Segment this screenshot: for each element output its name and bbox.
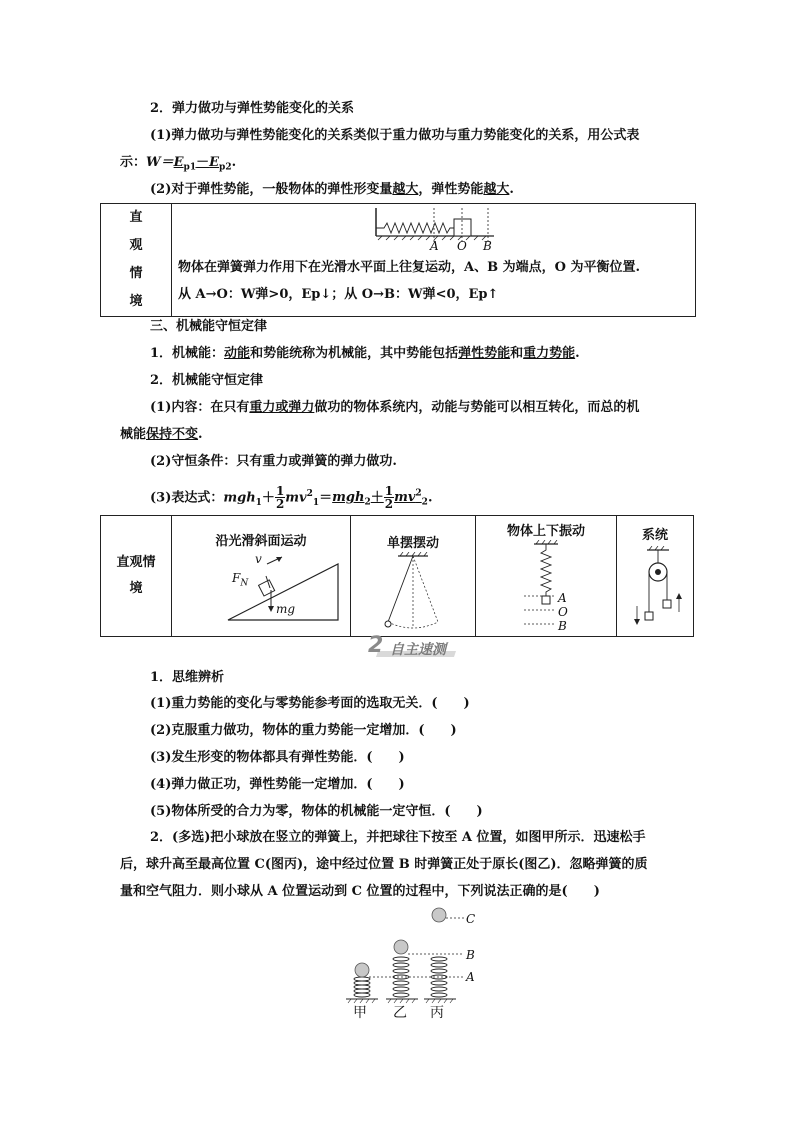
text: 做功的物体系统内，动能与势能可以相互转化，而总的机: [314, 400, 640, 415]
box-side-label: [101, 516, 172, 637]
cell-title: 物体上下振动: [506, 524, 585, 539]
text: 械能: [120, 427, 147, 442]
label-a: A: [430, 239, 439, 253]
quiz-item: (3)发生形变的物体都具有弹性势能．( ): [150, 750, 405, 765]
pulley-system-figure: [623, 546, 693, 630]
formula: mgh: [332, 490, 365, 506]
paragraph-line: (2)守恒条件：只有重力或弹簧的弹力做功.: [150, 454, 397, 469]
subscript: 2: [364, 497, 371, 508]
formula: mgh: [223, 490, 256, 506]
label-o: O: [457, 239, 467, 253]
text: (3)表达式：: [150, 490, 224, 506]
cell-title: 系统: [641, 528, 668, 543]
problem-line: 量和空气阻力．则小球从 A 位置运动到 C 位置的过程中，下列说法正确的是( ): [120, 884, 600, 899]
label-o: O: [558, 605, 568, 619]
spring-oscillator-figure: [374, 206, 514, 254]
subscript: 2: [421, 497, 428, 508]
paragraph-line: [150, 181, 514, 199]
label-v: v: [255, 552, 262, 566]
minus: －: [196, 155, 210, 170]
plus: ＋: [261, 490, 275, 506]
paragraph-line: [120, 426, 203, 444]
intuitive-scenario-box-conservation: [100, 515, 694, 637]
label-fn: [232, 569, 248, 592]
paragraph-line: [150, 399, 639, 417]
problem-line: 后，球升高至最高位置 C(图丙)，途中经过位置 B 时弹簧正处于原长(图乙)．忽略弹簧的质: [120, 857, 648, 872]
denominator: 2: [275, 497, 285, 512]
side-text: 境: [129, 581, 143, 596]
quiz-item: (1)重力势能的变化与零势能参考面的选取无关．( ): [150, 696, 470, 711]
text: 1．机械能：: [150, 346, 225, 361]
label-b: B: [483, 239, 492, 253]
caption-bing: 丙: [430, 1005, 444, 1021]
paragraph-line: 2．机械能守恒定律: [150, 373, 264, 388]
answer-blank: 重力势能: [523, 346, 576, 361]
text: .: [575, 346, 580, 361]
fn-letter: F: [232, 571, 241, 585]
plus: ＋: [370, 490, 384, 506]
quiz-heading: 1．思维辨析: [150, 670, 225, 685]
denominator: 2: [384, 497, 394, 512]
label-b: B: [558, 619, 567, 633]
problem-line: 2．(多选)把小球放在竖立的弹簧上，并把球往下按至 A 位置，如图甲所示．迅速松手: [150, 830, 646, 845]
side-text: 直观情: [116, 555, 156, 570]
quiz-item: (5)物体所受的合力为零，物体的机械能一定守恒．( ): [150, 804, 483, 819]
answer-blank: 保持不变: [146, 427, 199, 442]
box-side-label: [101, 204, 172, 317]
label-c: C: [466, 912, 476, 926]
pendulum-figure: [368, 552, 458, 632]
cell-incline: [172, 516, 351, 637]
formula: mv: [285, 490, 307, 506]
paragraph-line: (1)弹力做功与弹性势能变化的关系类似于重力做功与重力势能变化的关系，用公式表: [150, 128, 640, 143]
box-text-line: 物体在弹簧弹力作用下在光滑水平面上往复运动，A、B 为端点，O 为平衡位置.: [178, 260, 640, 275]
answer-blank: 越大: [483, 182, 510, 197]
label-mg: mg: [276, 602, 296, 616]
cell-pendulum: [351, 516, 476, 637]
text: (1)内容：在只有: [150, 400, 250, 415]
banner-title: 自主速测: [390, 642, 446, 658]
box-text-line: 从 A→O：W弹>0，Ep↓；从 O→B：W弹<0，Ep↑: [178, 287, 499, 302]
caption-yi: 乙: [393, 1005, 407, 1021]
text: .: [198, 427, 203, 442]
text: 和: [510, 346, 524, 361]
formula-w: W＝: [146, 155, 174, 170]
answer-blank: 越大: [392, 182, 419, 197]
expression-line: [150, 478, 432, 519]
subscript: 1: [255, 497, 262, 508]
quiz-item: (2)克服重力做功，物体的重力势能一定增加．( ): [150, 723, 457, 738]
formula: mv: [394, 490, 416, 506]
section-heading-elastic-work: 2．弹力做功与弹性势能变化的关系: [150, 101, 355, 116]
numerator: 1: [384, 484, 394, 499]
paragraph-line: [150, 345, 580, 363]
cell-system: [617, 516, 694, 637]
formula-line: [120, 154, 236, 177]
cell-title: 单摆摆动: [386, 536, 439, 551]
answer-blank: 动能: [224, 346, 251, 361]
text: ，弹性势能: [418, 182, 484, 197]
caption-jia: 甲: [353, 1005, 367, 1021]
superscript: 2: [306, 489, 313, 499]
answer-blank: 重力或弹力: [249, 400, 315, 415]
section-heading-conservation: 三、机械能守恒定律: [150, 319, 268, 334]
superscript: 2: [415, 489, 422, 499]
text: .: [231, 155, 237, 170]
fraction: [384, 485, 394, 510]
text: .: [509, 182, 514, 197]
formula-ep1: E: [173, 155, 184, 170]
cell-vertical-oscillation: [476, 516, 617, 637]
text: 和势能统称为机械能，其中势能包括: [250, 346, 459, 361]
label-a: A: [466, 970, 475, 984]
text: .: [427, 490, 433, 506]
text: (2)对于弹性势能，一般物体的弹性形变量: [150, 182, 393, 197]
side-char: 情: [129, 266, 143, 281]
intuitive-scenario-box-spring: [100, 203, 696, 317]
subscript: 1: [312, 497, 320, 508]
subscript: p2: [219, 162, 232, 173]
label-b: B: [466, 948, 475, 962]
label-a: A: [558, 591, 567, 605]
side-char: 境: [129, 294, 143, 309]
equals: ＝: [319, 490, 333, 506]
side-char: 直: [129, 210, 143, 225]
fraction: [275, 485, 285, 510]
banner-number: 2: [368, 633, 384, 658]
text: 示：: [120, 155, 147, 170]
cell-title: 沿光滑斜面运动: [215, 534, 307, 549]
subscript: p1: [183, 162, 197, 173]
spring-ball-figure: [342, 905, 482, 1015]
subscript: N: [240, 578, 249, 589]
answer-blank: 弹性势能: [458, 346, 511, 361]
side-char: 观: [129, 238, 143, 253]
section-banner-self-test: [368, 633, 458, 659]
box-content: [172, 204, 696, 317]
formula-ep2: E: [209, 155, 220, 170]
quiz-item: (4)弹力做正功，弹性势能一定增加．( ): [150, 777, 405, 792]
numerator: 1: [275, 484, 285, 499]
